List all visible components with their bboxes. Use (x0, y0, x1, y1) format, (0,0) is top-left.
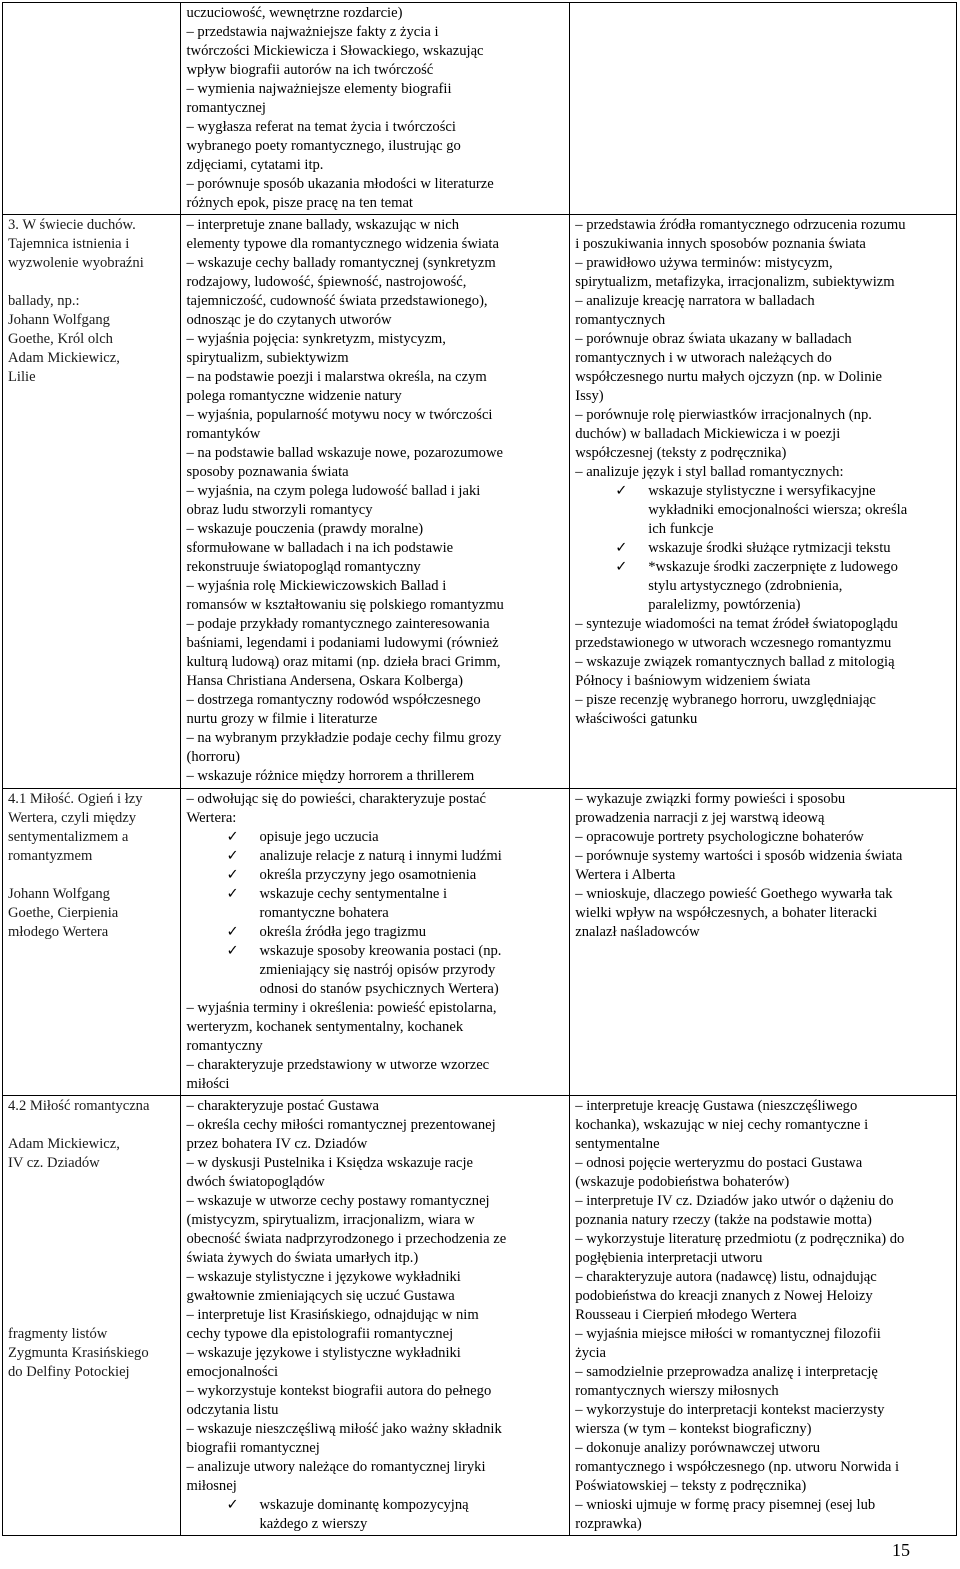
text-line: – porównuje sposób ukazania młodości w literaturze (186, 176, 494, 192)
text-line: sentymentalne (575, 1136, 660, 1152)
text-line: zdjęciami, cytatami itp. (186, 157, 324, 173)
extended-requirements-cell (570, 3, 957, 215)
page-number: 15 (892, 1540, 910, 1560)
text-line: (wskazuje podobieństwa bohaterów) (575, 1174, 790, 1190)
text-line: twórczości Mickiewicza i Słowackiego, wskazując (186, 43, 484, 59)
checklist-item: ✓ analizuje relacje z naturą i innymi ludźmi (186, 847, 564, 866)
table-row-ballads (3, 215, 957, 789)
text-line: obecność świata nadprzyrodzonego i przechodzenia ze (186, 1231, 507, 1247)
checklist-item: ✓ wskazuje środki służące rytmizacji tekstu (575, 539, 951, 558)
text-line: obraz ludu stworzyli romantycy (186, 502, 373, 518)
text-line: – charakteryzuje przedstawiony w utworze wzorzec (186, 1057, 490, 1073)
text-line: wielki wpływ na współczesnych, a bohater literacki (575, 905, 878, 921)
table-row-werther (3, 789, 957, 1096)
text-line: Wertera: (186, 810, 237, 826)
text-line: gwałtownie zmieniających się uczuć Gustawa (186, 1288, 455, 1304)
text-line: – charakteryzuje postać Gustawa (186, 1098, 379, 1114)
text-line: elementy typowe dla romantycznego widzenia świata (186, 236, 499, 252)
checklist-item: ✓ określa źródła jego tragizmu (186, 923, 564, 942)
text-line: Tajemnica istnienia i (8, 236, 130, 252)
text-line: ich funkcje (648, 521, 714, 537)
text-line: spirytualizm, metafizyka, irracjonalizm, subiektywizm (575, 274, 895, 290)
text-line: – pisze recenzję wybranego horroru, uwzględniając (575, 692, 876, 708)
text-line: Północy i baśniowym widzeniem świata (575, 673, 811, 689)
text-line: – wskazuje stylistyczne i językowe wykładniki (186, 1269, 461, 1285)
text-line: podobieństwa do kreacji znanych z Nowej Heloizy (575, 1288, 873, 1304)
checklist-item: ✓ *wskazuje środki zaczerpnięte z ludowego (575, 558, 951, 577)
text-line: Poświatowskiej – teksty z podręcznika) (575, 1478, 807, 1494)
text-line: – dostrzega romantyczny rodowód współczesnego (186, 692, 481, 708)
text-line: sposoby poznawania świata (186, 464, 349, 480)
text-line: odnosi do stanów psychicznych Wertera) (259, 981, 499, 997)
text-line: romantyczne bohatera (259, 905, 389, 921)
curriculum-table (2, 2, 957, 1536)
text-line: – analizuje kreację narratora w balladach (575, 293, 815, 309)
text-line: – wskazuje cechy ballady romantycznej (synkretyzm (186, 255, 496, 271)
text-line: świata żywych do świata umarłych itp.) (186, 1250, 419, 1266)
text-line: kochanka), wskazując w niej cechy romantyczne i (575, 1117, 869, 1133)
text-line: Wertera i Alberta (575, 867, 676, 883)
text-line: – wskazuje różnice między horrorem a thrillerem (186, 768, 475, 784)
text-line: – wnioskuje, dlaczego powieść Goethego wywarła tak (575, 886, 893, 902)
text-line (8, 1173, 175, 1192)
text-line: odnosząc je do czytanych utworów (186, 312, 392, 328)
text-line: – syntezuje wiadomości na temat źródeł światopoglądu (575, 616, 898, 632)
text-line: Adam Mickiewicz, (8, 1136, 120, 1152)
text-line: ballady, np.: (8, 293, 80, 309)
topic-cell (3, 215, 181, 789)
text-line: sformułowane w balladach i na ich podstawie (186, 540, 454, 556)
text-line: – porównuje rolę pierwiastków irracjonalnych (np. (575, 407, 872, 423)
text-line: Issy) (575, 388, 604, 404)
text-line: wpływ biografii autorów na ich twórczość (186, 62, 434, 78)
text-line: właściwości gatunku (575, 711, 698, 727)
text-line: spirytualizm, subiektywizm (186, 350, 349, 366)
checklist-item: ✓ wskazuje dominantę kompozycyjną (186, 1496, 564, 1515)
text-line: fragmenty listów (8, 1326, 108, 1342)
text-line: Johann Wolfgang (8, 312, 110, 328)
text-line: – odnosi pojęcie werteryzmu do postaci Gustawa (575, 1155, 863, 1171)
text-line: – wskazuje nieszczęśliwą miłość jako ważny składnik (186, 1421, 502, 1437)
text-line: do Delfiny Potockiej (8, 1364, 130, 1380)
checklist-item: ✓ określa przyczyny jego osamotnienia (186, 866, 564, 885)
text-line: – opracowuje portrety psychologiczne bohaterów (575, 829, 864, 845)
text-line: – wskazuje pouczenia (prawdy moralne) (186, 521, 424, 537)
text-line: – analizuje utwory należące do romantycznej liryki (186, 1459, 486, 1475)
text-line (8, 1287, 175, 1306)
text-line: – wykorzystuje do interpretacji kontekst macierzysty (575, 1402, 885, 1418)
text-line: romantycznych wierszy miłosnych (575, 1383, 779, 1399)
text-line: wiersza (w tym – kontekst biograficzny) (575, 1421, 812, 1437)
text-line: dwóch światopoglądów (186, 1174, 325, 1190)
text-line: nurtu grozy w filmie i literaturze (186, 711, 378, 727)
text-line (8, 1211, 175, 1230)
text-line: duchów) w balladach Mickiewicza i w poezji (575, 426, 841, 442)
text-line: – wyjaśnia rolę Mickiewiczowskich Ballad i (186, 578, 447, 594)
text-line: – wykorzystuje literaturę przedmiotu (z podręcznika) do (575, 1231, 905, 1247)
text-line: Johann Wolfgang (8, 886, 110, 902)
text-line: – wyjaśnia pojęcia: synkretyzm, mistycyzm, (186, 331, 446, 347)
extended-requirements-cell (570, 1096, 957, 1536)
extended-requirements-cell (570, 215, 957, 789)
text-line: romantyzmem (8, 848, 93, 864)
text-line: i poszukiwania innych sposobów poznania świata (575, 236, 866, 252)
text-line: (horroru) (186, 749, 240, 765)
text-line: Lilie (8, 369, 36, 385)
text-line: – wskazuje w utworze cechy postawy romantycznej (186, 1193, 490, 1209)
text-line: – przedstawia źródła romantycznego odrzucenia rozumu (575, 217, 906, 233)
text-line: Hansa Christiana Andersena, Oskara Kolberga) (186, 673, 464, 689)
text-line: – wykazuje związki formy powieści i sposobu (575, 791, 846, 807)
text-line (8, 1249, 175, 1268)
text-line: – w dyskusji Pustelnika i Księdza wskazuje racje (186, 1155, 474, 1171)
text-line (8, 866, 175, 885)
text-line: odczytania listu (186, 1402, 279, 1418)
text-line: tajemniczość, cudowność świata przedstawionego), (186, 293, 488, 309)
text-line: romantycznego i współczesnego (np. utworu Norwida i (575, 1459, 900, 1475)
text-line: rozprawka) (575, 1516, 642, 1532)
text-line: IV cz. Dziadów (8, 1155, 100, 1171)
text-line: różnych epok, pisze pracę na ten temat (186, 195, 413, 211)
text-line: współczesnej (teksty z podręcznika) (575, 445, 787, 461)
text-line: – interpretuje znane ballady, wskazując w nich (186, 217, 460, 233)
text-line: – analizuje język i styl ballad romantycznych: (575, 464, 844, 480)
text-line: miłości (186, 1076, 230, 1092)
text-line: paralelizmy, powtórzenia) (648, 597, 801, 613)
topic-cell (3, 3, 181, 215)
basic-requirements-cell (181, 789, 570, 1096)
text-line (8, 1192, 175, 1211)
text-line: 4.1 Miłość. Ogień i łzy (8, 791, 143, 807)
text-line: pogłębienia interpretacji utworu (575, 1250, 763, 1266)
text-line (8, 1306, 175, 1325)
text-line: 3. W świecie duchów. (8, 217, 136, 233)
text-line: Goethe, Król olch (8, 331, 113, 347)
text-line: prowadzenia narracji z jej warstwą ideową (575, 810, 825, 826)
text-line: biografii romantycznej (186, 1440, 320, 1456)
text-line: romantycznych (575, 312, 666, 328)
text-line: werteryzm, kochanek sentymentalny, kochanek (186, 1019, 464, 1035)
text-line: wybranego poety romantycznego, ilustrując go (186, 138, 461, 154)
text-line: Wertera, czyli między (8, 810, 137, 826)
text-line: wykładniki emocjonalności wiersza; określa (648, 502, 908, 518)
checklist-item: ✓ wskazuje cechy sentymentalne i (186, 885, 564, 904)
text-line: – samodzielnie przeprowadza analizę i interpretację (575, 1364, 878, 1380)
text-line: polega romantyczne widzenie natury (186, 388, 402, 404)
text-line: (mistycyzm, spirytualizm, irracjonalizm, wiara w (186, 1212, 475, 1228)
text-line: – interpretuje list Krasińskiego, odnajdując w nim (186, 1307, 479, 1323)
text-line: – podaje przykłady romantycznego zainteresowania (186, 616, 490, 632)
text-line: – wymienia najważniejsze elementy biografii (186, 81, 452, 97)
text-line: współczesnego nurtu małych ojczyzn (np. w Dolinie (575, 369, 883, 385)
topic-cell (3, 789, 181, 1096)
text-line: cechy typowe dla epistolografii romantycznej (186, 1326, 454, 1342)
text-line: życia (575, 1345, 607, 1361)
basic-requirements-cell (181, 3, 570, 215)
text-line: – odwołując się do powieści, charakteryzuje postać (186, 791, 486, 807)
text-line: 4.2 Miłość romantyczna (8, 1098, 150, 1114)
text-line: – określa cechy miłości romantycznej prezentowanej (186, 1117, 496, 1133)
text-line (8, 1268, 175, 1287)
text-line: – na wybranym przykładzie podaje cechy filmu grozy (186, 730, 502, 746)
text-line: – na podstawie poezji i malarstwa określa, na czym (186, 369, 487, 385)
checklist-item: ✓ wskazuje sposoby kreowania postaci (np. (186, 942, 564, 961)
text-line: rodzajowy, ludowość, śpiewność, nastrojowość, (186, 274, 467, 290)
text-line: wyzwolenie wyobraźni (8, 255, 144, 271)
text-line: baśniami, legendami i podaniami ludowymi (również (186, 635, 499, 651)
text-line: romantycznych i w utworach należących do (575, 350, 832, 366)
checklist-item: ✓ opisuje jego uczucia (186, 828, 564, 847)
text-line: romantyczny (186, 1038, 263, 1054)
text-line: – wyjaśnia, popularność motywu nocy w twórczości (186, 407, 493, 423)
topic-cell (3, 1096, 181, 1536)
table-row-romantic-love (3, 1096, 957, 1536)
text-line: miłosnej (186, 1478, 237, 1494)
text-line: młodego Wertera (8, 924, 109, 940)
text-line: – prawidłowo używa terminów: mistycyzm, (575, 255, 833, 271)
text-line: stylu artystycznego (zdrobnienia, (648, 578, 843, 594)
text-line: – wskazuje językowe i stylistyczne wykładniki (186, 1345, 461, 1361)
text-line: – charakteryzuje autora (nadawcę) listu, odnajdując (575, 1269, 877, 1285)
text-line: – interpretuje kreację Gustawa (nieszczęśliwego (575, 1098, 858, 1114)
text-line: – wykorzystuje kontekst biografii autora do pełnego (186, 1383, 492, 1399)
text-line: romansów w kształtowaniu się polskiego romantyzmu (186, 597, 504, 613)
text-line: uczuciowość, wewnętrzne rozdarcie) (186, 5, 403, 21)
checklist-item: ✓ wskazuje stylistyczne i wersyfikacyjne (575, 482, 951, 501)
text-line: Zygmunta Krasińskiego (8, 1345, 149, 1361)
text-line: – wyjaśnia terminy i określenia: powieść epistolarna, (186, 1000, 497, 1016)
text-line: – dokonuje analizy porównawczej utworu (575, 1440, 821, 1456)
text-line: – porównuje systemy wartości i sposób widzenia świata (575, 848, 903, 864)
text-line: przedstawionego w utworach wczesnego romantyzmu (575, 635, 892, 651)
text-line: emocjonalności (186, 1364, 279, 1380)
text-line: – wyjaśnia, na czym polega ludowość ballad i jaki (186, 483, 481, 499)
extended-requirements-cell (570, 789, 957, 1096)
text-line: Rousseau i Cierpień młodego Wertera (575, 1307, 797, 1323)
text-line: znalazł naśladowców (575, 924, 700, 940)
text-line: Adam Mickiewicz, (8, 350, 120, 366)
table-row-continuation (3, 3, 957, 215)
basic-requirements-cell (181, 215, 570, 789)
text-line: – wnioski ujmuje w formę pracy pisemnej (esej lub (575, 1497, 876, 1513)
text-line: – interpretuje IV cz. Dziadów jako utwór o dążeniu do (575, 1193, 894, 1209)
text-line: romantycznej (186, 100, 266, 116)
text-line (8, 1230, 175, 1249)
text-line: zmieniający się nastrój opisów przyrody (259, 962, 496, 978)
text-line: – wygłasza referat na temat życia i twórczości (186, 119, 456, 135)
text-line: kulturą ludową) oraz mitami (np. dzieła braci Grimm, (186, 654, 501, 670)
basic-requirements-cell (181, 1096, 570, 1536)
text-line: przez bohatera IV cz. Dziadów (186, 1136, 368, 1152)
text-line: – wskazuje związek romantycznych ballad z mitologią (575, 654, 895, 670)
text-line: romantyków (186, 426, 261, 442)
text-line (8, 1116, 175, 1135)
text-line: – wyjaśnia miejsce miłości w romantycznej filozofii (575, 1326, 881, 1342)
text-line: – na podstawie ballad wskazuje nowe, pozarozumowe (186, 445, 503, 461)
text-line: poznania natury rzeczy (także na podstawie motta) (575, 1212, 872, 1228)
text-line (8, 273, 175, 292)
text-line: Goethe, Cierpienia (8, 905, 119, 921)
text-line: rekonstruuje światopogląd romantyczny (186, 559, 421, 575)
text-line: sentymentalizmem a (8, 829, 129, 845)
text-line: – przedstawia najważniejsze fakty z życia i (186, 24, 439, 40)
text-line: każdego z wierszy (259, 1516, 368, 1532)
text-line: – porównuje obraz świata ukazany w balladach (575, 331, 852, 347)
